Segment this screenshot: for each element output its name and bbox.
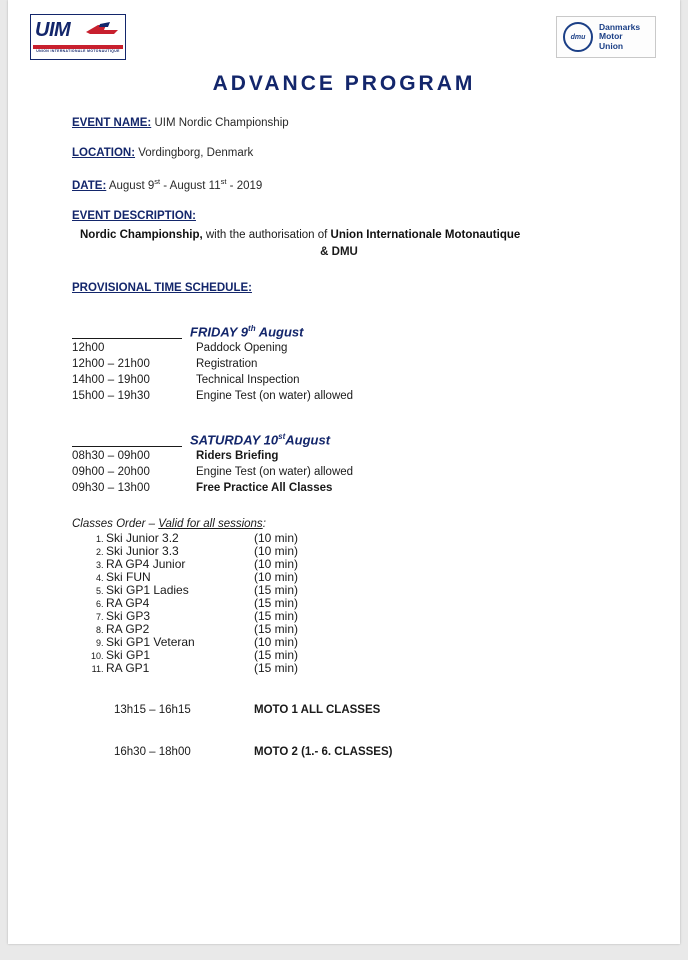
day-heading-friday [72,324,646,339]
list-item [106,636,646,648]
field-event-name [72,116,646,130]
moto-time: 13h15 – 16h15 [114,703,191,716]
class-name: 10. Ski GP1 [106,647,151,662]
class-duration: (15 min) [254,582,299,597]
day-title-sup: st [278,431,286,441]
row-time: 12h00 – 21h00 [72,358,151,371]
location-value: Vordingborg, Denmark [138,147,254,160]
table-row [72,481,353,497]
list-item [106,532,646,544]
moto-name: MOTO 1 ALL CLASSES [254,703,381,716]
table-row [72,341,353,357]
row-time: 09h00 – 20h00 [72,466,151,479]
uim-boat-icon [84,21,122,37]
class-name: 7. Ski GP3 [106,608,151,623]
field-event-description [72,209,646,260]
moto-row-2 [72,746,646,758]
uim-logo [30,14,126,60]
class-duration: (10 min) [254,530,299,545]
class-name: 3. RA GP4 Junior [106,556,186,571]
uim-logo-text: UIM [35,19,71,41]
row-time: 08h30 – 09h00 [72,449,151,462]
class-duration: (10 min) [254,569,299,584]
day-title-pre: FRIDAY 9 [190,323,249,339]
date-sup-2: st [220,176,227,186]
class-name: 6. RA GP4 [106,595,150,610]
class-duration: (15 min) [254,660,299,675]
field-date [72,177,646,193]
class-duration: (15 min) [254,647,299,662]
event-description-label: EVENT DESCRIPTION: [72,209,196,222]
classes-list [72,532,646,674]
list-item [106,610,646,622]
row-event: Free Practice All Classes [196,482,333,495]
day-title-post: August [255,323,304,339]
event-name-value: UIM Nordic Championship [154,117,289,129]
date-sup-1: st [154,176,161,186]
table-row [72,449,353,465]
dmu-line-3: Union [599,40,624,51]
class-name: 8. RA GP2 [106,621,150,636]
table-row [72,357,353,373]
day-rule [72,435,182,447]
schedule-table-friday [72,341,353,406]
list-item [106,662,646,674]
event-description-bold-2: Union Internationale Motonautique [330,229,521,242]
day-heading-saturday [72,432,646,447]
day-title-sup: th [248,323,256,333]
moto-row-1 [72,704,646,716]
classes-order-heading [72,518,646,530]
class-name: 2. Ski Junior 3.3 [106,543,179,558]
day-block-saturday [72,432,646,498]
dmu-mark-text: dmu [570,33,586,41]
classes-order-prefix: Classes Order – [72,517,159,530]
event-name-label: EVENT NAME: [72,117,152,129]
date-label: DATE: [72,179,107,192]
row-event: Paddock Opening [196,341,288,354]
spacer [72,406,646,432]
location-label: LOCATION: [72,147,136,160]
row-time: 09h30 – 13h00 [72,482,151,495]
class-name: 9. Ski GP1 Veteran [106,634,195,649]
moto-time: 16h30 – 18h00 [114,745,191,758]
row-event: Technical Inspection [196,374,300,387]
uim-logo-subtext: UNION INTERNATIONALE MOTONAUTIQUE [36,49,120,53]
dmu-line-1: Danmarks [599,21,641,32]
class-name: 11. RA GP1 [106,660,150,675]
row-event: Engine Test (on water) allowed [196,466,354,479]
date-value-mid: - August 11 [160,179,221,192]
list-item [106,623,646,635]
schedule-table-saturday [72,449,353,498]
day-block-friday [72,324,646,406]
event-description-line-2: & DMU [320,246,358,259]
table-row [72,389,353,405]
class-duration: (15 min) [254,608,299,623]
document-body [72,116,646,758]
class-duration: (10 min) [254,634,299,649]
document-page [8,0,680,944]
list-item [106,584,646,596]
dmu-line-2: Motor [599,31,623,42]
event-description-line-1 [72,228,646,243]
schedule-label: PROVISIONAL TIME SCHEDULE: [72,281,252,294]
day-title-post: August [285,431,331,447]
list-item [106,597,646,609]
row-event: Engine Test (on water) allowed [196,390,354,403]
list-item [106,571,646,583]
list-item [106,649,646,661]
field-location [72,146,646,160]
event-description-bold-1: Nordic Championship, [80,229,203,242]
class-duration: (10 min) [254,556,299,571]
row-event: Riders Briefing [196,449,279,462]
row-time: 14h00 – 19h00 [72,374,151,387]
row-time: 15h00 – 19h30 [72,390,151,403]
class-duration: (15 min) [254,595,299,610]
dmu-logo [556,16,656,58]
class-name: 4. Ski FUN [106,569,151,584]
class-duration: (15 min) [254,621,299,636]
day-title-pre: SATURDAY 10 [190,431,279,447]
day-title-friday [190,324,304,339]
date-value-pre: August 9 [108,179,155,192]
page-title: ADVANCE PROGRAM [212,72,476,95]
row-time: 12h00 [72,341,105,354]
list-item [106,558,646,570]
dmu-circle-icon [563,22,593,52]
classes-order-suffix: : [262,517,266,530]
day-rule [72,327,182,339]
event-description-mid: with the authorisation of [202,229,331,242]
class-duration: (10 min) [254,543,299,558]
table-row [72,465,353,481]
class-name: 1. Ski Junior 3.2 [106,530,179,545]
list-item [106,545,646,557]
date-value-post: - 2019 [226,179,263,192]
row-event: Registration [196,358,258,371]
classes-order-underlined: Valid for all sessions [158,517,263,530]
moto-name: MOTO 2 (1.- 6. CLASSES) [254,745,393,758]
table-row [72,373,353,389]
class-name: 5. Ski GP1 Ladies [106,582,189,597]
day-title-saturday [190,432,330,447]
